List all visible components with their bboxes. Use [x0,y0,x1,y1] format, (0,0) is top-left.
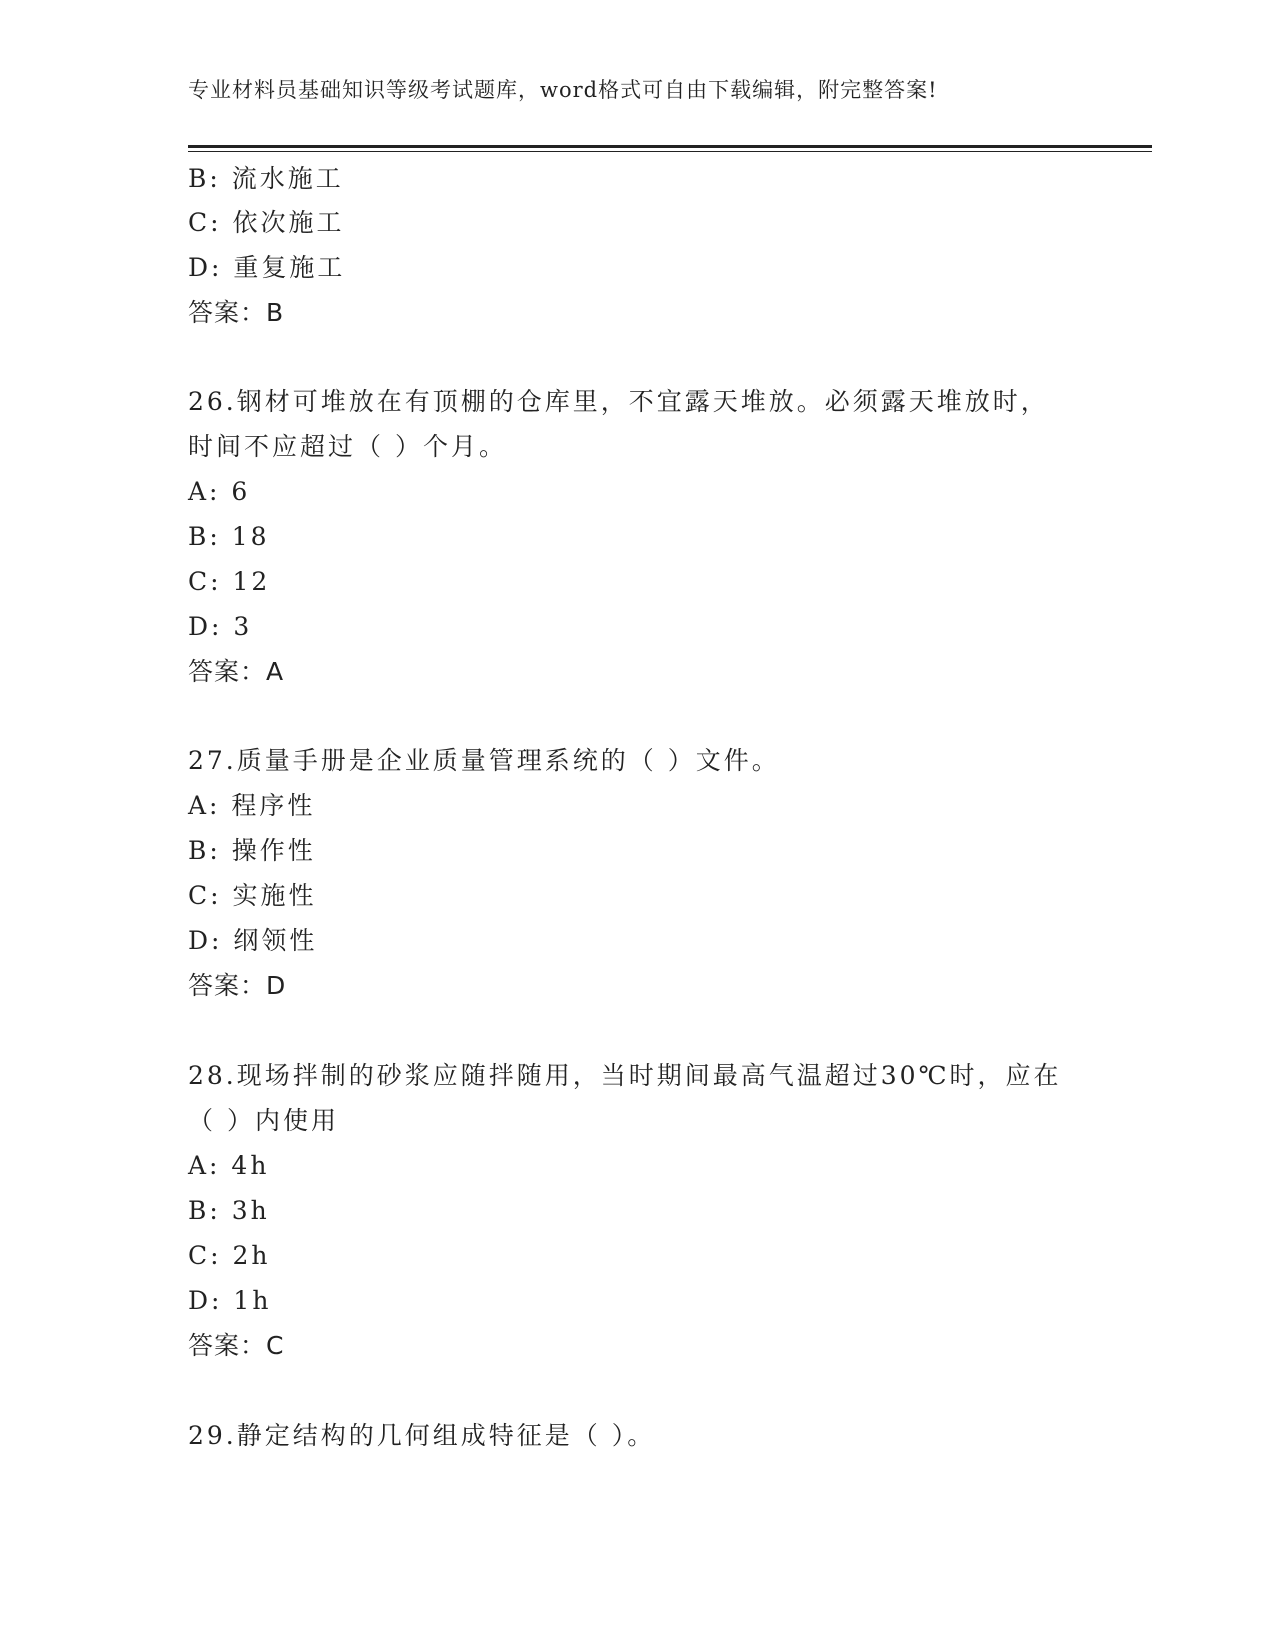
question-27-option-c: C: 实施性 [188,881,317,910]
question-28-stem: 28.现场拌制的砂浆应随拌随用，当时期间最高气温超过30℃时，应在 [188,1061,1062,1090]
question-28-option-b: B: 3h [188,1196,270,1225]
question-28-option-c: C: 2h [188,1241,271,1270]
question-27-option-d: D: 纲领性 [188,926,318,955]
answer-line: 答案：B [188,298,285,327]
question-26-stem: 26.钢材可堆放在有顶棚的仓库里，不宜露天堆放。必须露天堆放时， [188,387,1049,416]
question-28-option-a: A: 4h [188,1151,270,1180]
question-26-option-b: B: 18 [188,522,270,551]
question-27-option-b: B: 操作性 [188,836,316,865]
question-27-stem: 27.质量手册是企业质量管理系统的（ ）文件。 [188,746,780,775]
question-27-option-a: A: 程序性 [188,791,316,820]
question-28-stem-cont: （ ）内使用 [188,1106,339,1135]
question-28-option-d: D: 1h [188,1286,272,1315]
question-26-option-c: C: 12 [188,567,271,596]
option-b: B: 流水施工 [188,164,344,193]
header-divider-thick [188,145,1152,148]
question-26-stem-cont: 时间不应超过（ ）个月。 [188,432,507,461]
question-26-option-d: D: 3 [188,612,253,641]
header-divider-thin [188,151,1152,152]
question-29-stem: 29.静定结构的几何组成特征是（ ）。 [188,1421,656,1450]
option-c: C: 依次施工 [188,208,345,237]
question-26-option-a: A: 6 [188,477,251,506]
question-28-answer: 答案：C [188,1331,285,1360]
option-d: D: 重复施工 [188,253,346,282]
question-27-answer: 答案：D [188,971,287,1000]
question-26-answer: 答案：A [188,657,285,686]
page-header: 专业材料员基础知识等级考试题库，word格式可自由下载编辑，附完整答案! [188,78,938,102]
